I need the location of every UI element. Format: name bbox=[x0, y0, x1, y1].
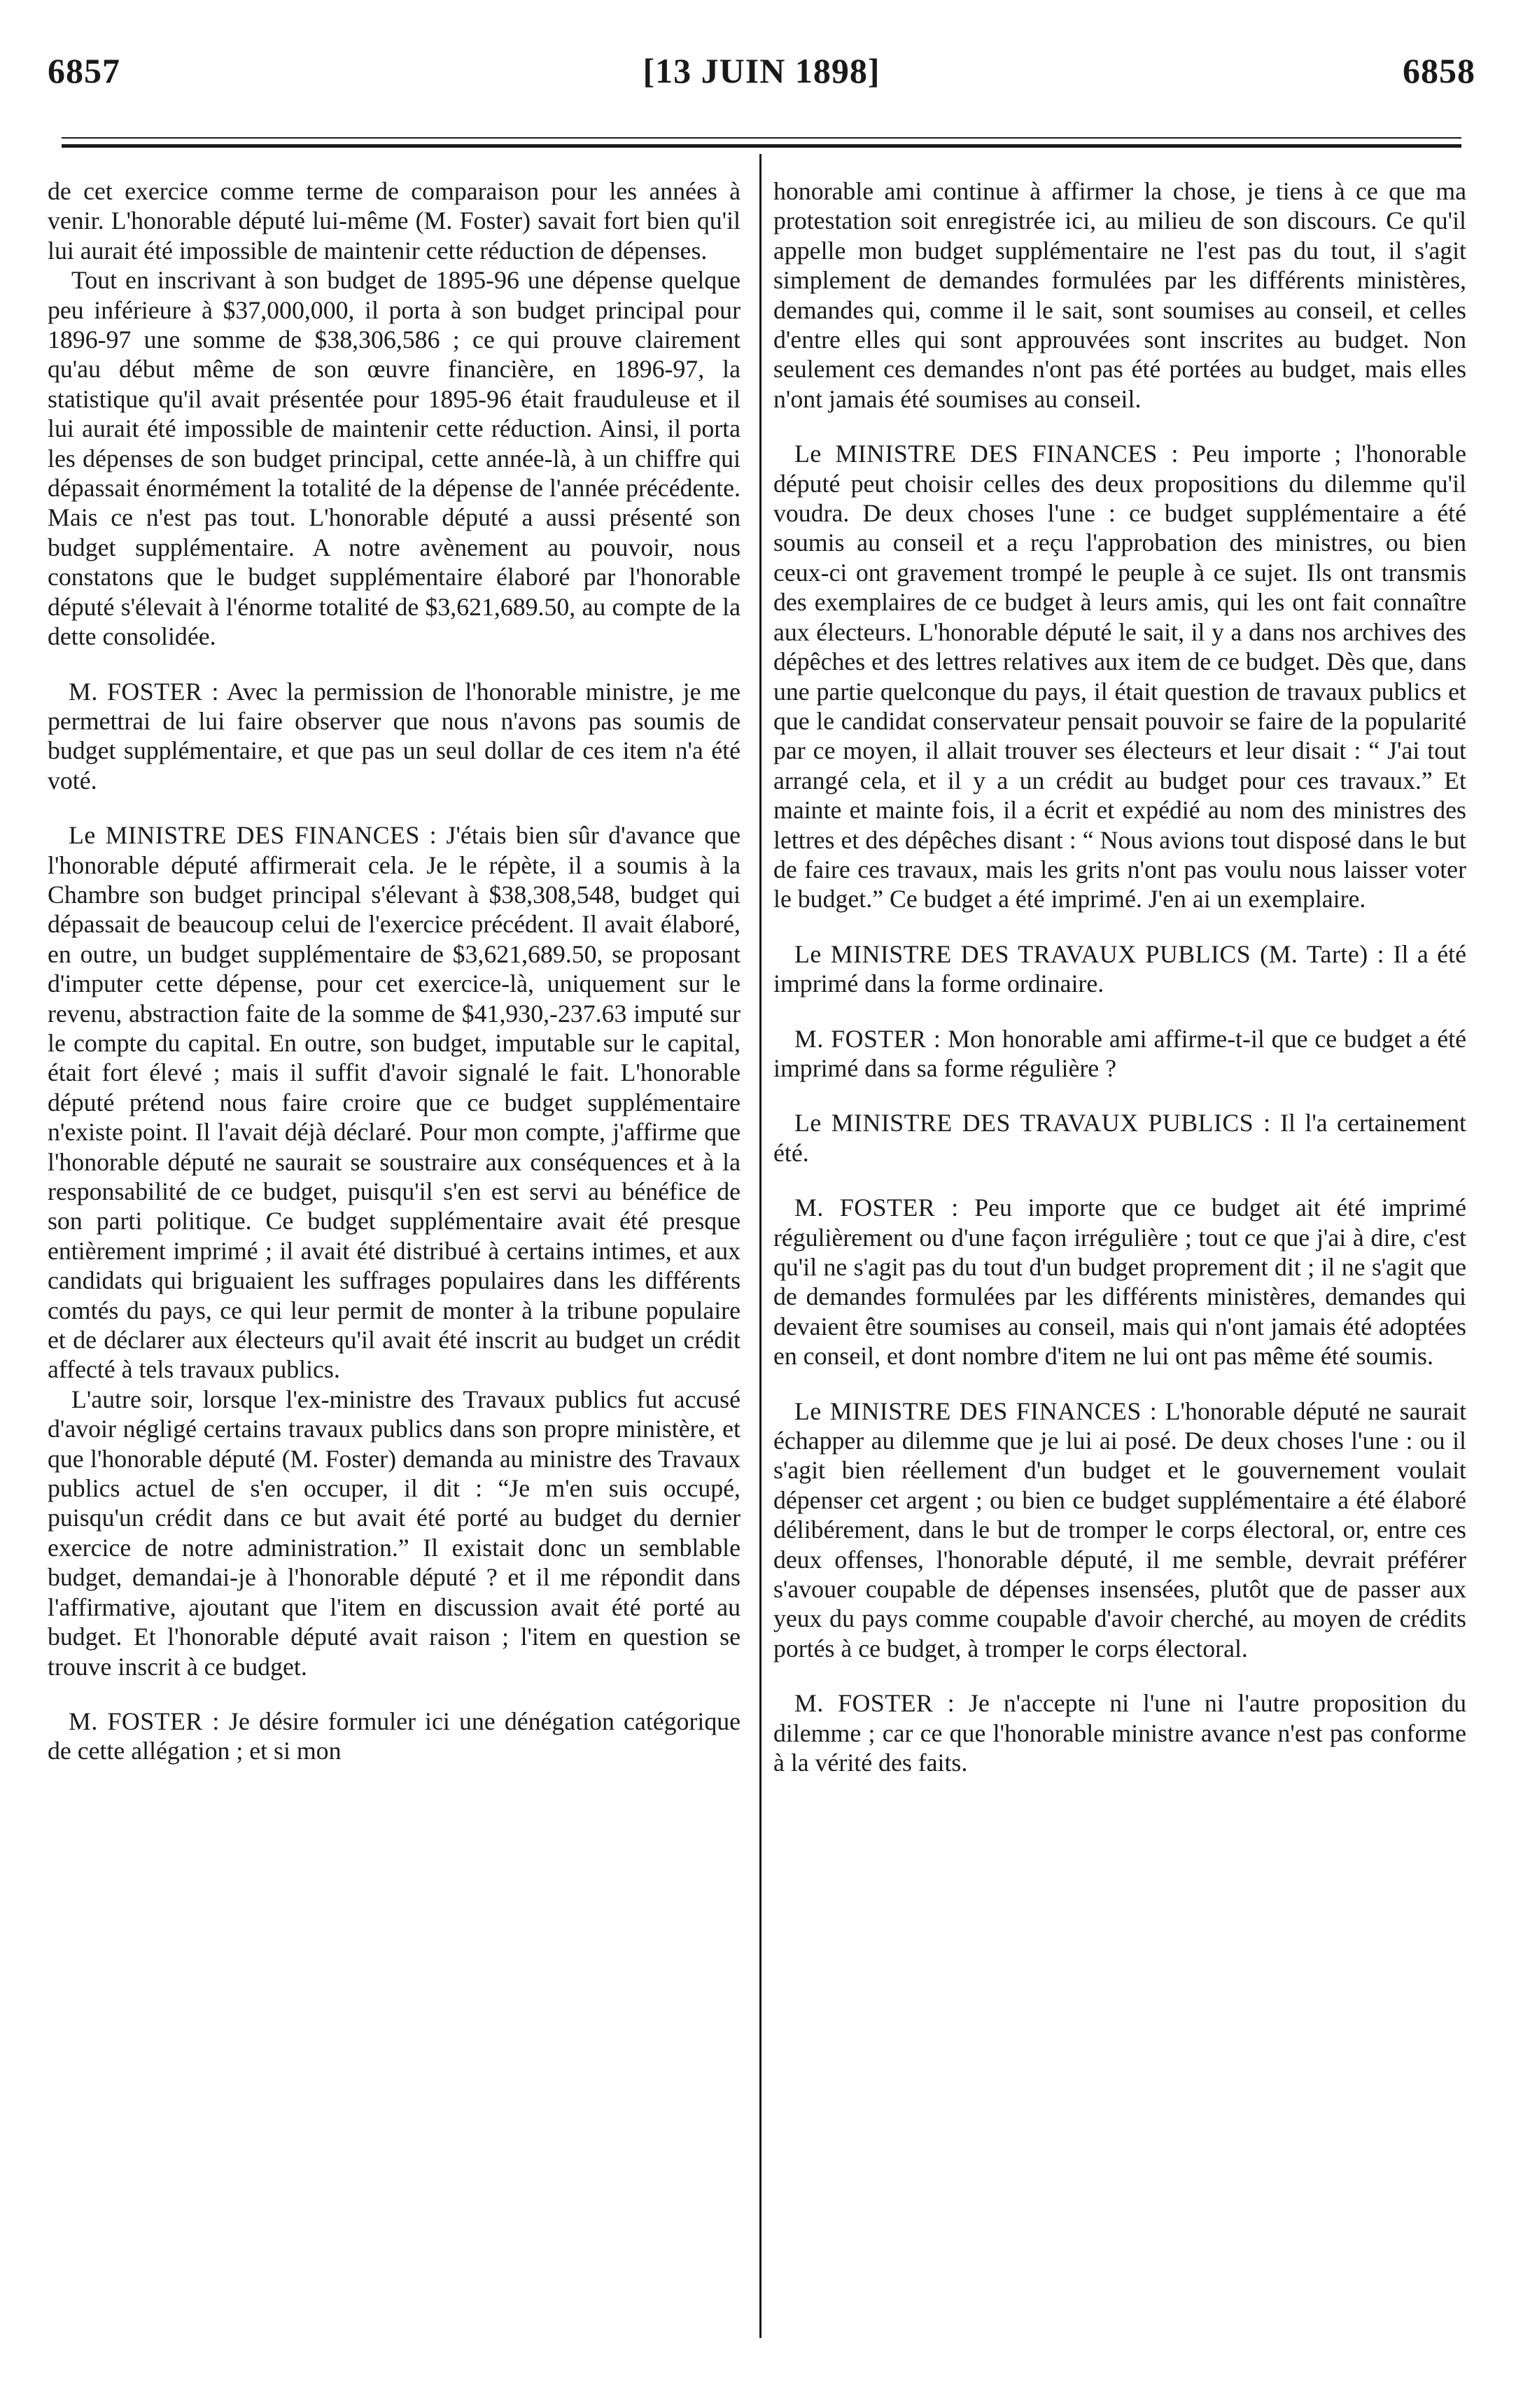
speech-paragraph bbox=[773, 439, 1466, 914]
speaker-name: M. FOSTER : bbox=[794, 1024, 941, 1053]
paragraph bbox=[48, 1385, 741, 1681]
paragraph-text: de cet exercice comme terme de comparaison pour les années à venir. L'honorable député lui-même (M. Foster) savait fort bien qu'il lui aurait été impossible de maintenir cette réduction de dépenses. bbox=[48, 177, 741, 265]
paragraph bbox=[48, 176, 741, 265]
speech-paragraph bbox=[773, 1193, 1466, 1371]
speech-paragraph bbox=[48, 820, 741, 1385]
paragraph-text: Je n'accepte ni l'une ni l'autre proposition du dilemme ; car ce que l'honorable ministre avance n'est pas conforme à la vérité des faits. bbox=[773, 1689, 1467, 1777]
paragraph-text: L'honorable député ne saurait échapper au dilemme que je lui ai posé. De deux choses l'une : ou il s'agit bien réellement d'un budget et le gouvernement voulait dépenser cet argent ; ou bien ce budget supplémentaire a été élaboré délibérement, dans le but de tromper le corps électoral, or, entre ces deux offenses, l'honorable député, il me semble, devrait préférer s'avouer coupable de dépenses insensées, plutôt que de passer aux yeux du pays comme coupable d'avoir cherché, au moyen de crédits portés à ce budget, à tromper le corps électoral. bbox=[773, 1396, 1467, 1662]
speaker-name: Le MINISTRE DES FINANCES : bbox=[69, 821, 437, 850]
paragraph-text: Peu importe ; l'honorable député peut choisir celles des deux propositions du dilemme qu'il voudra. De deux choses l'une : ce budget supplémentaire a été soumis au conseil et a reçu l'approbation des ministres, ou bien ceux-ci ont gravement trompé le peuple à ce sujet. Ils ont transmis des exemplaires de ce budget à leurs amis, qui les ont fait connaître aux électeurs. L'honorable député le sait, il y a dans nos archives des dépêches et des lettres relatives aux item de ce budget. Dès que, dans une partie quelconque du pays, il était question de travaux publics et que le candidat conservateur pensait pouvoir se faire de la popularité par ce moyen, il allait trouver ses électeurs et leur disait : “ J'ai tout arrangé cela, et il y a un crédit au budget pour ces travaux.” Et mainte et mainte fois, il a écrit et expédié au nom des ministres des lettres et des dépêches disant : “ Nous avions tout disposé dans le but de faire ces travaux, mais les grits n'ont pas voulu nous laisser voter le budget.” Ce budget a été imprimé. J'en ai un exemplaire. bbox=[773, 440, 1467, 913]
paragraph-text: Mon honorable ami affirme-t-il que ce budget a été imprimé dans sa forme régulière ? bbox=[773, 1024, 1466, 1082]
speech-paragraph bbox=[773, 1396, 1466, 1664]
left-column bbox=[48, 176, 741, 1766]
paragraph-text: Il l'a certainement été. bbox=[773, 1109, 1467, 1167]
paragraph-text: Avec la permission de l'honorable ministre, je me permettrai de lui faire observer que nous n'avons pas soumis de budget supplémentaire, et que pas un seul dollar de ces item n'a été voté. bbox=[48, 677, 741, 794]
paragraph-text: Je désire formuler ici une dénégation catégorique de cette allégation ; et si mon bbox=[48, 1707, 741, 1765]
page-date: [13 JUIN 1898] bbox=[643, 51, 880, 90]
speaker-name: M. FOSTER : bbox=[69, 677, 219, 706]
speaker-name: M. FOSTER : bbox=[69, 1707, 220, 1735]
speaker-name: M. FOSTER : bbox=[794, 1689, 955, 1718]
right-column bbox=[773, 176, 1466, 1778]
paragraph bbox=[773, 176, 1466, 414]
header-rule-thin bbox=[62, 137, 1461, 139]
speech-paragraph bbox=[48, 1707, 741, 1766]
paragraph-text: Tout en inscrivant à son budget de 1895-96 une dépense quelque peu inférieure à $37,000,000, il porta à son budget principal pour 1896-97 une somme de $38,306,586 ; ce qui prouve clairement qu'au début même de son œuvre financière, en 1896-97, la statistique qu'il avait présentée pour 1895-96 était frauduleuse et il lui aurait été impossible de maintenir cette réduction. Ainsi, il porta les dépenses de son budget principal, cette année-là, à un chiffre qui dépassait énormément la totalité de la dépense de l'année précédente. Mais ce n'est pas tout. L'honorable député a aussi présenté son budget supplémentaire. A notre avènement au pouvoir, nous constatons que le budget supplémentaire élaboré par l'honorable député s'élevait à l'énorme totalité de $3,621,689.50, au compte de la dette consolidée. bbox=[48, 266, 741, 651]
speaker-name: Le MINISTRE DES TRAVAUX PUBLICS (M. Tarte) : bbox=[794, 939, 1385, 968]
column-divider bbox=[759, 154, 762, 2338]
paragraph-text: Il a été imprimé dans la forme ordinaire. bbox=[773, 939, 1466, 998]
speaker-name: Le MINISTRE DES FINANCES : bbox=[794, 1396, 1158, 1425]
speaker-name: Le MINISTRE DES TRAVAUX PUBLICS : bbox=[794, 1109, 1271, 1138]
paragraph bbox=[48, 265, 741, 651]
paragraph-text: Peu importe que ce budget ait été imprimé régulièrement ou d'une façon irrégulière ; tout ce que j'ai à dire, c'est qu'il ne s'agit pas du tout d'un budget proprement dit ; il ne s'agit que de demandes formulées par les différents ministères, demandes qui devaient être soumises au conseil, mais qui n'ont jamais été adoptées en conseil, et dont nombre d'item ne lui ont pas même été soumis. bbox=[773, 1194, 1466, 1371]
speaker-name: Le MINISTRE DES FINANCES : bbox=[794, 440, 1179, 468]
page-number-left: 6857 bbox=[48, 51, 120, 90]
paragraph-text: L'autre soir, lorsque l'ex-ministre des Travaux publics fut accusé d'avoir négligé certains travaux publics dans son propre ministère, et que l'honorable député (M. Foster) demanda au ministre des Travaux publics actuel de s'en occuper, il dit : “Je m'en suis occupé, puisqu'un crédit dans ce but avait été porté au budget du dernier exercice de notre administration.” Il existait donc un semblable budget, demandai-je à l'honorable député ? et il me répondit dans l'affirmative, ajoutant que l'item en discussion avait été porté au budget. Et l'honorable député avait raison ; l'item en question se trouve inscrit à ce budget. bbox=[48, 1385, 741, 1681]
paragraph-text: J'étais bien sûr d'avance que l'honorable député affirmerait cela. Je le répète, il a soumis à la Chambre son budget principal s'élevant à $38,308,548, budget qui dépassait de beaucoup celui de l'exercice précédent. Il avait élaboré, en outre, un budget supplémentaire de $3,621,689.50, se proposant d'imputer cette dépense, pour cet exercice-là, uniquement sur le revenu, abstraction faite de la somme de $41,930,-237.63 imputé sur le compte du capital. En outre, son budget, imputable sur le capital, était fort élevé ; mais il suffit d'avoir signalé le fait. L'honorable député prétend nous faire croire que ce budget supplémentaire n'existe point. Il l'avait déjà déclaré. Pour mon compte, j'affirme que l'honorable député ne saurait se soustraire aux conséquences et à la responsabilité de ce budget, puisqu'il s'en est servi au bénéfice de son parti politique. Ce budget supplémentaire avait été presque entièrement imprimé ; il avait été distribué à certains intimes, et aux candidats qui briguaient les suffrages populaires dans les différents comtés du pays, ce qui leur permit de monter à la tribune populaire et de déclarer aux électeurs qu'il avait été inscrit au budget un crédit affecté à tels travaux publics. bbox=[48, 821, 741, 1384]
speech-paragraph bbox=[773, 1108, 1466, 1168]
speech-paragraph bbox=[773, 1024, 1466, 1084]
speaker-name: M. FOSTER : bbox=[794, 1194, 959, 1222]
speech-paragraph bbox=[773, 1688, 1466, 1777]
speech-paragraph bbox=[48, 677, 741, 796]
speech-paragraph bbox=[773, 939, 1466, 999]
page-number-right: 6858 bbox=[1403, 51, 1475, 90]
header-rule-thick bbox=[62, 144, 1461, 148]
paragraph-text: honorable ami continue à affirmer la chose, je tiens à ce que ma protestation soit enregistrée ici, au milieu de son discours. Ce qu'il appelle mon budget supplémentaire ne l'est pas du tout, il s'agit simplement de demandes formulées par les différents ministères, demandes qui, comme il le sait, sont soumises au conseil, et celles d'entre elles qui sont approuvées sont inscrites au budget. Non seulement ces demandes n'ont pas été portées au budget, mais elles n'ont jamais été soumises au conseil. bbox=[773, 177, 1466, 413]
